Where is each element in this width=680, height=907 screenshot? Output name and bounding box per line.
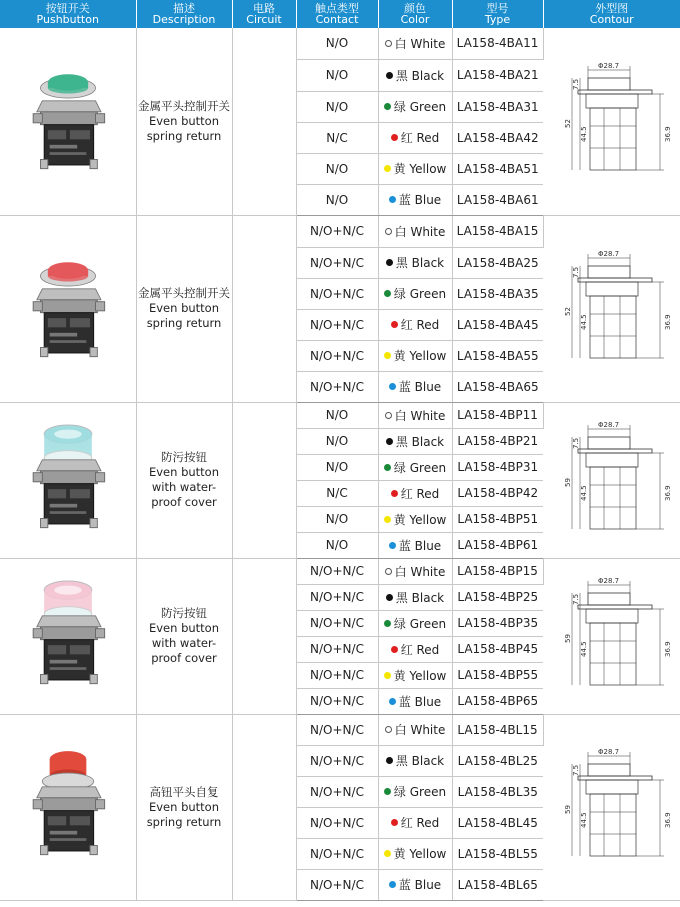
color-dot-icon	[385, 228, 392, 235]
type-cell: LA158-4BL45	[452, 807, 543, 838]
type-cell: LA158-4BL15	[452, 714, 543, 745]
dim-total-height: 59	[563, 634, 572, 643]
type-cell: LA158-4BA61	[452, 184, 543, 215]
color-cell	[378, 506, 452, 532]
pushbutton-photo-icon	[13, 742, 123, 872]
color-dot-icon	[384, 620, 391, 627]
pushbutton-image-cell	[0, 558, 136, 714]
color-dot-icon	[384, 516, 391, 523]
color-cell	[378, 215, 452, 247]
header-type: 型号 Type	[452, 0, 543, 28]
contact-cell: N/O	[296, 428, 378, 454]
color-cell	[378, 558, 452, 584]
description-cell	[136, 215, 232, 402]
color-dot-icon	[385, 412, 392, 419]
dim-cap-height: 7.5	[571, 79, 580, 91]
dim-body-height: 44.5	[579, 126, 588, 143]
color-label: 蓝 Blue	[398, 380, 442, 394]
header-row	[0, 0, 680, 28]
pushbutton-photo-icon	[13, 415, 123, 545]
contact-cell: N/O+N/C	[296, 745, 378, 776]
color-dot-icon	[384, 165, 391, 172]
color-cell	[378, 28, 452, 59]
color-cell	[378, 122, 452, 153]
color-label: 黑 Black	[395, 434, 445, 449]
color-label: 绿 Green	[393, 785, 447, 799]
description-text: 高钮平头自复 Even button spring return	[146, 784, 222, 829]
pushbutton-image-cell	[0, 402, 136, 558]
table-row	[0, 402, 680, 428]
contact-cell: N/O+N/C	[296, 215, 378, 247]
color-label: 黑 Black	[395, 256, 445, 270]
contact-cell: N/O	[296, 184, 378, 215]
header-contact: 触点类型 Contact	[296, 0, 378, 28]
pushbutton-image-cell	[0, 714, 136, 900]
type-cell: LA158-4BA45	[452, 309, 543, 340]
color-label: 蓝 Blue	[398, 878, 442, 892]
contact-cell: N/O	[296, 454, 378, 480]
dim-block-height: 36.9	[663, 812, 672, 828]
dim-block-height: 36.9	[663, 313, 672, 330]
circuit-cell	[232, 215, 296, 402]
type-cell: LA158-4BA11	[452, 28, 543, 59]
color-label: 黄 Yellow	[393, 512, 447, 527]
contact-cell: N/O+N/C	[296, 714, 378, 745]
color-label: 黑 Black	[395, 754, 445, 768]
pushbutton-photo-icon	[13, 571, 123, 701]
color-dot-icon	[386, 259, 393, 266]
color-dot-icon	[385, 726, 392, 733]
circuit-cell	[232, 714, 296, 900]
color-dot-icon	[384, 788, 391, 795]
table-row	[0, 558, 680, 584]
type-cell: LA158-4BL65	[452, 869, 543, 900]
spec-body	[0, 28, 680, 900]
dim-cap-height: 7.5	[571, 266, 580, 278]
header-circuit: 电路 Circuit	[232, 0, 296, 28]
dim-diameter: Φ28.7	[597, 748, 619, 756]
color-label: 红 Red	[400, 642, 440, 657]
color-label: 绿 Green	[393, 460, 447, 475]
color-cell	[378, 480, 452, 506]
dim-body-height: 44.5	[579, 485, 588, 501]
contour-drawing-icon	[548, 56, 676, 186]
contact-cell: N/O	[296, 532, 378, 558]
type-cell: LA158-4BP45	[452, 636, 543, 662]
dim-total-height: 52	[563, 119, 572, 129]
pushbutton-photo-icon	[13, 244, 123, 374]
color-label: 蓝 Blue	[398, 538, 442, 553]
color-dot-icon	[384, 290, 391, 297]
color-cell	[378, 454, 452, 480]
color-cell	[378, 662, 452, 688]
color-cell	[378, 402, 452, 428]
circuit-cell	[232, 28, 296, 215]
contact-cell: N/O	[296, 91, 378, 122]
table-row	[0, 215, 680, 247]
color-cell	[378, 153, 452, 184]
color-label: 白 White	[394, 564, 446, 579]
type-cell: LA158-4BP11	[452, 402, 543, 428]
color-cell	[378, 428, 452, 454]
color-dot-icon	[391, 646, 398, 653]
contact-cell: N/O+N/C	[296, 688, 378, 714]
contour-drawing-icon	[548, 742, 676, 872]
type-cell: LA158-4BP65	[452, 688, 543, 714]
contact-cell: N/O+N/C	[296, 869, 378, 900]
color-cell	[378, 688, 452, 714]
description-text: 金属平头控制开关 Even button spring return	[138, 286, 230, 330]
contour-cell	[543, 714, 680, 900]
description-text: 防污按钮 Even button with water- proof cover	[148, 606, 220, 665]
contour-drawing-icon	[548, 244, 676, 374]
color-cell	[378, 247, 452, 278]
color-label: 黑 Black	[395, 590, 445, 605]
header-description: 描述 Description	[136, 0, 232, 28]
contour-drawing-icon	[548, 415, 676, 545]
color-dot-icon	[384, 850, 391, 857]
color-label: 绿 Green	[393, 100, 447, 114]
dim-diameter: Φ28.7	[597, 62, 619, 71]
color-dot-icon	[386, 72, 393, 79]
contact-cell: N/O	[296, 153, 378, 184]
pushbutton-image-cell	[0, 28, 136, 215]
type-cell: LA158-4BA51	[452, 153, 543, 184]
dim-cap-height: 7.5	[571, 437, 580, 449]
contour-cell	[543, 28, 680, 215]
type-cell: LA158-4BP25	[452, 584, 543, 610]
contact-cell: N/O+N/C	[296, 309, 378, 340]
contact-cell: N/O+N/C	[296, 610, 378, 636]
color-label: 蓝 Blue	[398, 694, 442, 709]
color-label: 红 Red	[400, 131, 440, 145]
pushbutton-photo-icon	[13, 56, 123, 186]
description-cell	[136, 28, 232, 215]
dim-body-height: 44.5	[579, 812, 588, 828]
circuit-cell	[232, 402, 296, 558]
color-cell	[378, 745, 452, 776]
color-label: 黄 Yellow	[393, 847, 447, 861]
type-cell: LA158-4BP51	[452, 506, 543, 532]
type-cell: LA158-4BL55	[452, 838, 543, 869]
type-cell: LA158-4BA25	[452, 247, 543, 278]
header-pushbutton: 按钮开关 Pushbutton	[0, 0, 136, 28]
type-cell: LA158-4BL35	[452, 776, 543, 807]
contact-cell: N/O	[296, 402, 378, 428]
contact-cell: N/O+N/C	[296, 838, 378, 869]
table-row	[0, 28, 680, 59]
color-cell	[378, 776, 452, 807]
color-cell	[378, 610, 452, 636]
color-dot-icon	[389, 881, 396, 888]
contact-cell: N/O	[296, 28, 378, 59]
dim-diameter: Φ28.7	[597, 421, 619, 429]
dim-cap-height: 7.5	[571, 593, 580, 605]
color-label: 蓝 Blue	[398, 193, 442, 207]
color-label: 红 Red	[400, 816, 440, 830]
color-dot-icon	[384, 352, 391, 359]
color-label: 绿 Green	[393, 287, 447, 301]
color-dot-icon	[385, 40, 392, 47]
color-dot-icon	[391, 490, 398, 497]
description-cell	[136, 714, 232, 900]
color-label: 黄 Yellow	[393, 162, 447, 176]
color-dot-icon	[391, 134, 398, 141]
color-label: 红 Red	[400, 318, 440, 332]
type-cell: LA158-4BA31	[452, 91, 543, 122]
color-dot-icon	[385, 568, 392, 575]
color-cell	[378, 278, 452, 309]
contour-cell	[543, 402, 680, 558]
color-dot-icon	[389, 698, 396, 705]
table-row	[0, 714, 680, 745]
color-label: 白 White	[394, 224, 446, 239]
color-label: 黄 Yellow	[393, 349, 447, 363]
pushbutton-image-cell	[0, 215, 136, 402]
description-text: 防污按钮 Even button with water- proof cover	[148, 450, 220, 509]
type-cell: LA158-4BA55	[452, 340, 543, 371]
dim-block-height: 36.9	[663, 126, 672, 143]
color-cell	[378, 371, 452, 402]
color-dot-icon	[384, 103, 391, 110]
type-cell: LA158-4BA42	[452, 122, 543, 153]
header-color: 颜色 Color	[378, 0, 452, 28]
color-cell	[378, 869, 452, 900]
contact-cell: N/C	[296, 480, 378, 506]
dim-diameter: Φ28.7	[597, 249, 619, 258]
dim-block-height: 36.9	[663, 641, 672, 657]
dim-block-height: 36.9	[663, 485, 672, 501]
type-cell: LA158-4BP21	[452, 428, 543, 454]
color-cell	[378, 309, 452, 340]
color-dot-icon	[384, 672, 391, 679]
color-dot-icon	[386, 438, 393, 445]
contact-cell: N/O+N/C	[296, 247, 378, 278]
contact-cell: N/O	[296, 59, 378, 91]
color-cell	[378, 91, 452, 122]
contact-cell: N/O+N/C	[296, 662, 378, 688]
dim-body-height: 44.5	[579, 641, 588, 657]
dim-total-height: 59	[563, 805, 572, 814]
type-cell: LA158-4BL25	[452, 745, 543, 776]
color-label: 白 White	[394, 36, 446, 51]
header-contour: 外型图 Contour	[543, 0, 680, 28]
color-cell	[378, 340, 452, 371]
contact-cell: N/O+N/C	[296, 776, 378, 807]
type-cell: LA158-4BA35	[452, 278, 543, 309]
circuit-cell	[232, 558, 296, 714]
color-cell	[378, 532, 452, 558]
color-dot-icon	[389, 542, 396, 549]
contour-cell	[543, 215, 680, 402]
color-label: 黄 Yellow	[393, 668, 447, 683]
contact-cell: N/O+N/C	[296, 340, 378, 371]
color-label: 黑 Black	[395, 68, 445, 83]
color-cell	[378, 714, 452, 745]
type-cell: LA158-4BP15	[452, 558, 543, 584]
contact-cell: N/O+N/C	[296, 371, 378, 402]
type-cell: LA158-4BP31	[452, 454, 543, 480]
contact-cell: N/O	[296, 506, 378, 532]
type-cell: LA158-4BP55	[452, 662, 543, 688]
color-cell	[378, 807, 452, 838]
description-cell	[136, 558, 232, 714]
color-dot-icon	[384, 464, 391, 471]
color-dot-icon	[391, 321, 398, 328]
description-text: 金属平头控制开关 Even button spring return	[138, 98, 230, 143]
contact-cell: N/O+N/C	[296, 278, 378, 309]
dim-diameter: Φ28.7	[597, 577, 619, 585]
dim-cap-height: 7.5	[571, 764, 580, 776]
color-dot-icon	[389, 383, 396, 390]
color-dot-icon	[389, 196, 396, 203]
color-cell	[378, 184, 452, 215]
color-dot-icon	[386, 594, 393, 601]
dim-body-height: 44.5	[579, 313, 588, 330]
type-cell: LA158-4BP42	[452, 480, 543, 506]
contact-cell: N/O+N/C	[296, 584, 378, 610]
contact-cell: N/O+N/C	[296, 636, 378, 662]
dim-total-height: 52	[563, 306, 572, 316]
type-cell: LA158-4BA65	[452, 371, 543, 402]
color-cell	[378, 584, 452, 610]
contact-cell: N/O+N/C	[296, 807, 378, 838]
dim-total-height: 59	[563, 478, 572, 487]
type-cell: LA158-4BA21	[452, 59, 543, 91]
type-cell: LA158-4BA15	[452, 215, 543, 247]
color-dot-icon	[391, 819, 398, 826]
color-label: 绿 Green	[393, 616, 447, 631]
contact-cell: N/O+N/C	[296, 558, 378, 584]
color-dot-icon	[386, 757, 393, 764]
type-cell: LA158-4BP61	[452, 532, 543, 558]
contact-cell: N/C	[296, 122, 378, 153]
color-label: 白 White	[394, 723, 446, 737]
color-cell	[378, 59, 452, 91]
color-cell	[378, 838, 452, 869]
color-cell	[378, 636, 452, 662]
contour-drawing-icon	[548, 571, 676, 701]
description-cell	[136, 402, 232, 558]
contour-cell	[543, 558, 680, 714]
color-label: 白 White	[394, 408, 446, 423]
color-label: 红 Red	[400, 486, 440, 501]
type-cell: LA158-4BP35	[452, 610, 543, 636]
